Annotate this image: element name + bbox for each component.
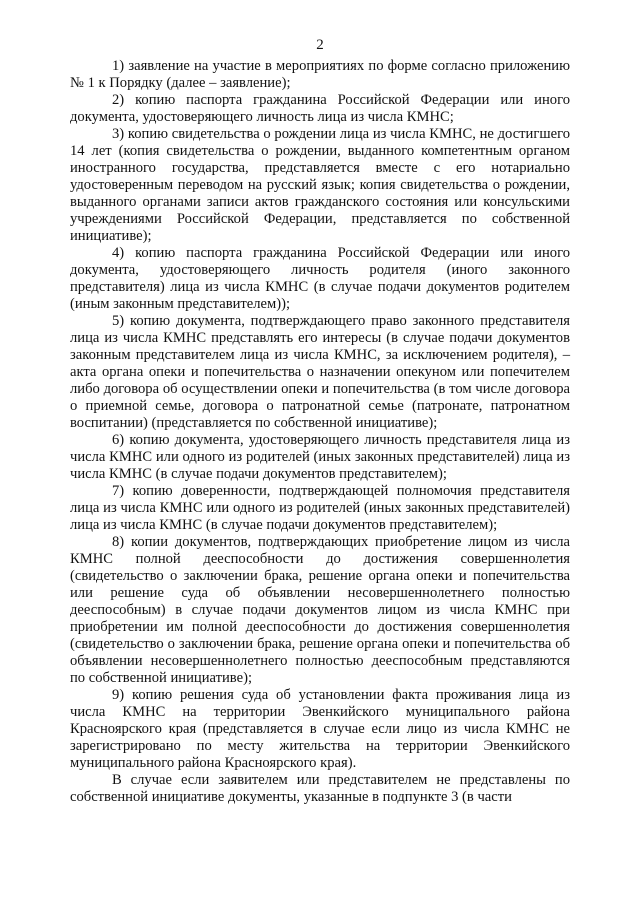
paragraph-final-note: В случае если заявителем или представителем не представлены по собственной инициативе документы, указанные в подпункте 3 (в части bbox=[70, 772, 570, 805]
page-number: 2 bbox=[316, 37, 324, 53]
paragraph-item-6: 6) копию документа, удостоверяющего личность представителя лица из числа КМНС или одного из родителей (иных законных представителей) лица из числа КМНС (в случае подачи документов представителем); bbox=[70, 432, 570, 482]
paragraph-item-5: 5) копию документа, подтверждающего право законного представителя лица из числа КМНС представлять его интересы (в случае подачи документов законным представителем лица из числа КМНС, за исключением родителя), – акта органа опеки и попечительства о назначении опекуном или попечителем либо договора об осуществлении опеки и попечительства (в том числе договора о приемной семье, договора о патронатной семье (патронате, патронатном воспитании) (представляется по собственной инициативе); bbox=[70, 313, 570, 431]
document-body bbox=[70, 58, 570, 806]
paragraph-item-3: 3) копию свидетельства о рождении лица из числа КМНС, не достигшего 14 лет (копия свидетельства о рождении, выданного компетентным органом иностранного государства, представляется вместе с его нотариально удостоверенным переводом на русский язык; копия свидетельства о рождении, выданного органами записи актов гражданского состояния или консульскими учреждениями Российской Федерации, представляется по собственной инициативе); bbox=[70, 126, 570, 244]
paragraph-item-4: 4) копию паспорта гражданина Российской Федерации или иного документа, удостоверяющего личность родителя (иного законного представителя) лица из числа КМНС (в случае подачи документов родителем (иным законным представителем)); bbox=[70, 245, 570, 312]
paragraph-item-2: 2) копию паспорта гражданина Российской Федерации или иного документа, удостоверяющего личность лица из числа КМНС; bbox=[70, 92, 570, 125]
paragraph-item-8: 8) копии документов, подтверждающих приобретение лицом из числа КМНС полной дееспособности до достижения совершеннолетия (свидетельство о заключении брака, решение органа опеки и попечительства или решение суда об объявлении несовершеннолетнего полностью дееспособным) в случае подачи документов лицом из числа КМНС при приобретении им полной дееспособности до достижения совершеннолетия (свидетельство о заключении брака, решение органа опеки и попечительства об объявлении несовершеннолетнего полностью дееспособным представляются по собственной инициативе); bbox=[70, 534, 570, 686]
paragraph-item-9: 9) копию решения суда об установлении факта проживания лица из числа КМНС на территории Эвенкийского муниципального района Красноярского края (представляется в случае если лицо из числа КМНС не зарегистрировано по месту жительства на территории Эвенкийского муниципального района Красноярского края). bbox=[70, 687, 570, 771]
paragraph-item-7: 7) копию доверенности, подтверждающей полномочия представителя лица из числа КМНС или одного из родителей (иных законных представителей) лица из числа КМНС (в случае подачи документов представителем); bbox=[70, 483, 570, 533]
paragraph-item-1: 1) заявление на участие в мероприятиях по форме согласно приложению № 1 к Порядку (далее – заявление); bbox=[70, 58, 570, 91]
